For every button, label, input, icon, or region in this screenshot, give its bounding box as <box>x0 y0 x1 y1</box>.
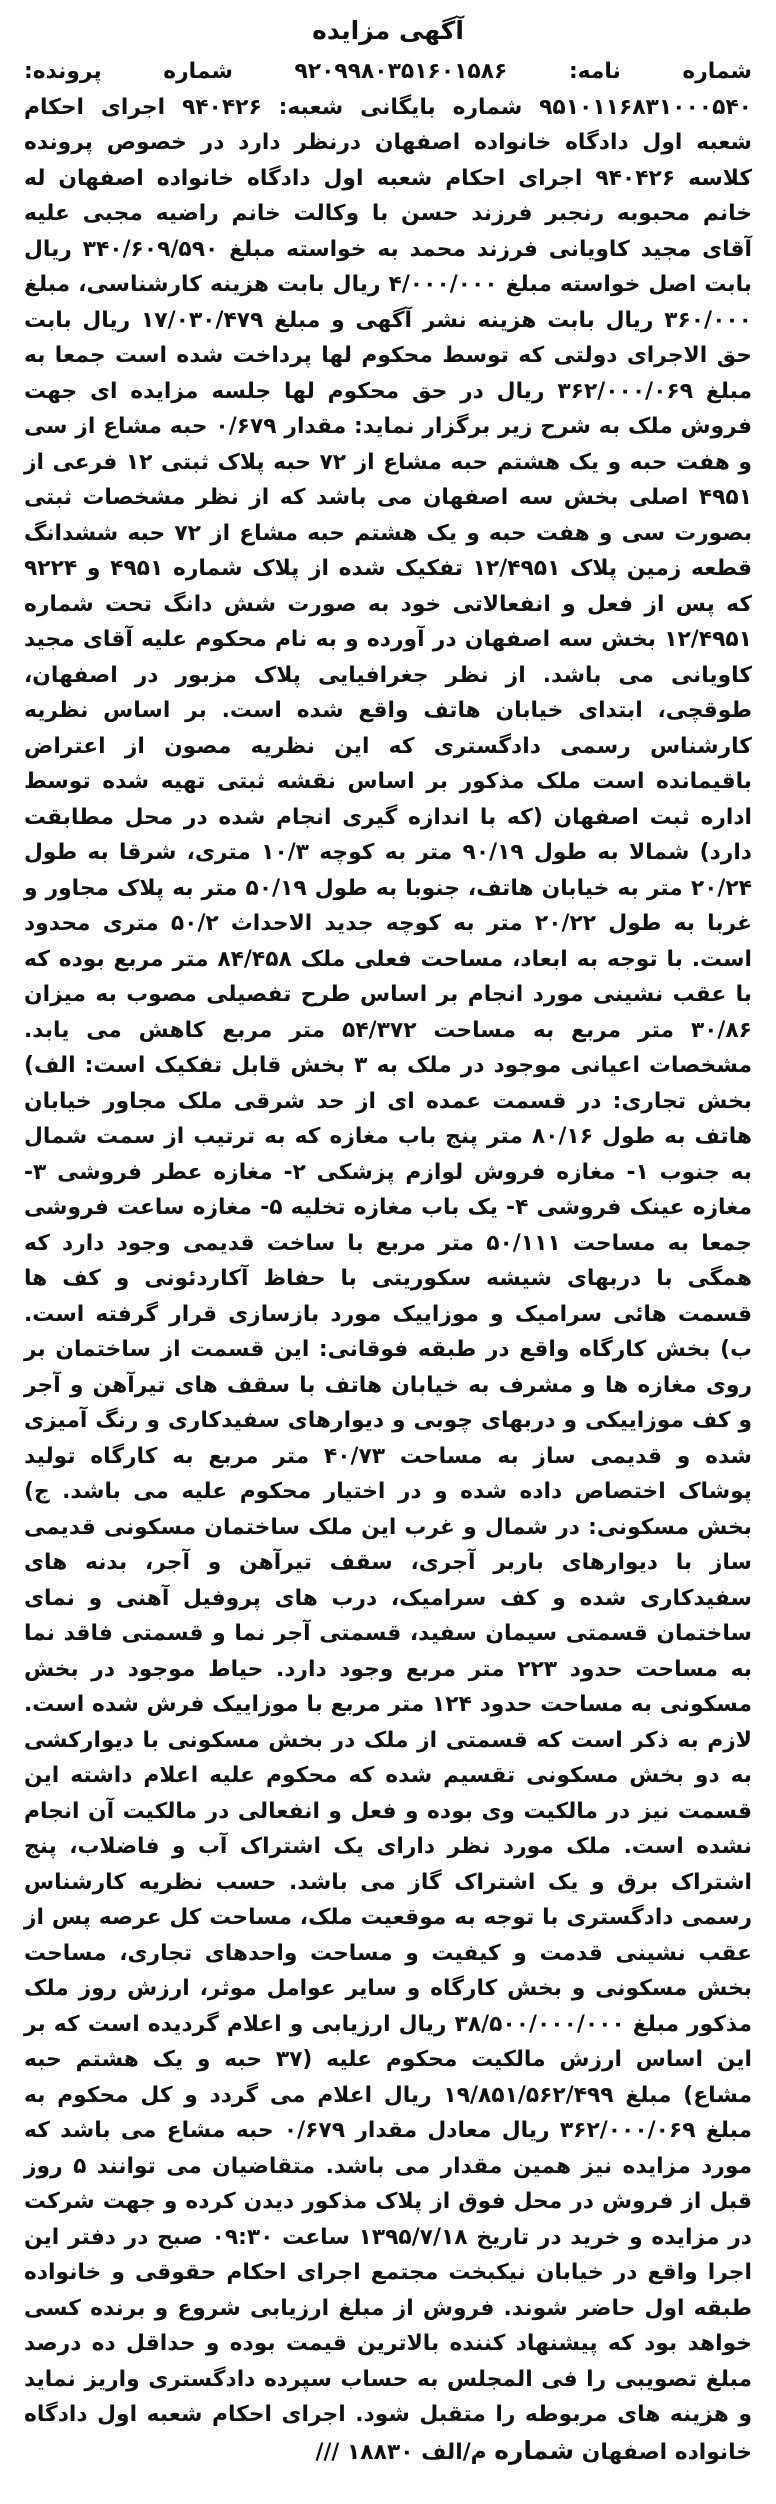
notice-body <box>24 54 752 2470</box>
notice-title: آگهی مزایده <box>312 16 464 45</box>
reference-number: م/الف ۱۸۸۳۰ /// <box>315 2439 487 2465</box>
notice-text: شماره نامه: ۹۲۰۹۹۸۰۳۵۱۶۰۱۵۸۶ شماره پرونده: ۹۵۱۰۱۱۶۸۳۱۰۰۰۵۴۰ شماره بایگانی شعبه: ۹۴۰۴۲۶ اجرای احکام شعبه اول دادگاه خانواده اصفهان درنظر دارد در خصوص پرونده کلاسه ۹۴۰۴۲۶ اجرای احکام شعبه اول دادگاه خانواده اصفهان له خانم محبوبه رنجبر فرزند حسن با وکالت خانم راضیه مجبی علیه آقای مجید کاویانی فرزند محمد به خواسته مبلغ ۳۴۰/۶۰۹/۵۹۰ ریال بابت اصل خواسته مبلغ ۴/۰۰۰/۰۰۰ ریال بابت هزینه کارشناسی، مبلغ ۳۶۰/۰۰۰ ریال بابت هزینه نشر آگهی و مبلغ ۱۷/۰۳۰/۴۷۹ ریال بابت حق الاجرای دولتی که توسط محکوم لها پرداخت شده است جمعا به مبلغ ۳۶۲/۰۰۰/۰۶۹ ریال در حق محکوم لها جلسه مزایده ای جهت فروش ملک به شرح زیر برگزار نماید: مقدار ۰/۶۷۹ حبه مشاع از سی و هفت حبه و یک هشتم حبه مشاع از ۷۲ حبه پلاک ثبتی ۱۲ فرعی از ۴۹۵۱ اصلی بخش سه اصفهان می باشد که از نظر مشخصات ثبتی بصورت سی و هفت حبه و یک هشتم حبه مشاع از ۷۲ حبه ششدانگ قطعه زمین پلاک ۱۲/۴۹۵۱ تفکیک شده از پلاک شماره ۴۹۵۱ و ۹۲۲۴ که پس از فعل و انفعالاتی خود به صورت شش دانگ تحت شماره ۱۲/۴۹۵۱ بخش سه اصفهان در آورده و به نام محکوم علیه آقای مجید کاویانی می باشد. از نظر جغرافیایی پلاک مزبور در اصفهان، طوقچی، ابتدای خیابان هاتف واقع شده است. بر اساس نظریه کارشناس رسمی دادگستری که این نظریه مصون از اعتراض باقیمانده است ملک مذکور بر اساس نقشه ثبتی تهیه شده توسط اداره ثبت اصفهان (که با اندازه گیری انجام شده در محل مطابقت دارد) شمالا به طول ۹۰/۱۹ متر به کوچه ۱۰/۳ متری، شرقا به طول ۲۰/۲۴ متر به خیابان هاتف، جنوبا به طول ۵۰/۱۹ متر به پلاک مجاور و غربا به طول ۲۰/۲۲ متر به کوچه جدید الاحداث ۵۰/۲ متری محدود است. با توجه به ابعاد، مساحت فعلی ملک ۸۴/۴۵۸ متر مربع بوده که با عقب نشینی مورد انجام بر اساس طرح تفصیلی مصوب به میزان ۳۰/۸۶ متر مربع به مساحت ۵۴/۳۷۲ متر مربع کاهش می یابد. مشخصات اعیانی موجود در ملک به ۳ بخش قابل تفکیک است: الف) بخش تجاری: در قسمت عمده ای از حد شرقی ملک مجاور خیابان هاتف به طول ۸۰/۱۶ متر پنج باب مغازه که به ترتیب از سمت شمال به جنوب ۱- مغازه فروش لوازم پزشکی ۲- مغازه عطر فروشی ۳- مغازه عینک فروشی ۴- یک باب مغازه تخلیه ۵- مغازه ساعت فروشی جمعا به مساحت ۵۰/۱۱۱ متر مربع با ساخت قدیمی وجود دارد که همگی با دربهای شیشه سکوریتی با حفاظ آکاردئونی و کف ها قسمت هائی سرامیک و موزاییک مورد بازسازی قرار گرفته است. ب) بخش کارگاه واقع در طبقه فوقانی: این قسمت از ساختمان بر روی مغازه ها و مشرف به خیابان هاتف با سقف های تیرآهن و آجر و کف موزاییکی و دربهای چوبی و دیوارهای سفیدکاری و رنگ آمیزی شده و قدیمی ساز به مساحت ۴۰/۷۳ متر مربع به کارگاه تولید پوشاک اختصاص داده شده و در اختیار محکوم علیه می باشد. ج) بخش مسکونی: در شمال و غرب این ملک ساختمان مسکونی قدیمی ساز با دیوارهای باربر آجری، سقف تیرآهن و آجر، بدنه های سفیدکاری شده و کف سرامیک، درب های پروفیل آهنی و نمای ساختمان قسمتی سیمان سفید، قسمتی آجر نما و قسمتی فاقد نما به مساحت حدود ۲۲۳ متر مربع وجود دارد. حیاط موجود در بخش مسکونی به مساحت حدود ۱۲۴ متر مربع با موزاییک فرش شده است. لازم به ذکر است که قسمتی از ملک در بخش مسکونی با دیوارکشی به دو بخش مسکونی تقسیم شده که محکوم علیه اعلام داشته این قسمت نیز در مالکیت وی بوده و فعل و انفعالی در مالکیت آن انجام نشده است. ملک مورد نظر دارای یک اشتراک آب و فاضلاب، پنج اشتراک برق و یک اشتراک گاز می باشد. حسب نظریه کارشناس رسمی دادگستری با توجه به موقعیت ملک، مساحت کل عرصه پس از عقب نشینی قدمت و کیفیت و مساحت واحدهای تجاری، مساحت بخش مسکونی و بخش کارگاه و سایر عوامل موثر، ارزش روز ملک مذکور مبلغ ۳۸/۵۰۰/۰۰۰/۰۰۰ ریال ارزیابی و اعلام گردیده است که بر این اساس ارزش مالکیت محکوم علیه (۳۷ حبه و یک هشتم حبه مشاع) مبلغ ۱۹/۸۵۱/۵۶۲/۴۹۹ ریال اعلام می گردد و کل محکوم به مبلغ ۳۶۲/۰۰۰/۰۶۹ ریال معادل مقدار ۰/۶۷۹ حبه مشاع می باشد که مورد مزایده نیز همین مقدار می باشد. متقاضیان می توانند ۵ روز قبل از فروش در محل فوق از پلاک مذکور دیدن کرده و جهت شرکت در مزایده و خرید در تاریخ ۱۳۹۵/۷/۱۸ ساعت ۰۹:۳۰ صبح در دفتر این اجرا واقع در خیابان نیکبخت مجتمع اجرای احکام حقوقی و خانواده طبقه اول حاضر شوند. فروش از مبلغ ارزیابی شروع و برنده کسی خواهد بود که پیشنهاد کننده بالاترین قیمت بوده و حداقل ده درصد مبلغ تصویبی را فی المجلس به حساب سپرده دادگستری واریز نماید و هزینه های مربوطه را متقبل شود. اجرای احکام شعبه اول دادگاه خانواده اصفهان <box>24 59 753 2465</box>
notice-reference <box>315 2435 575 2465</box>
reference-label: شماره <box>494 2435 575 2465</box>
